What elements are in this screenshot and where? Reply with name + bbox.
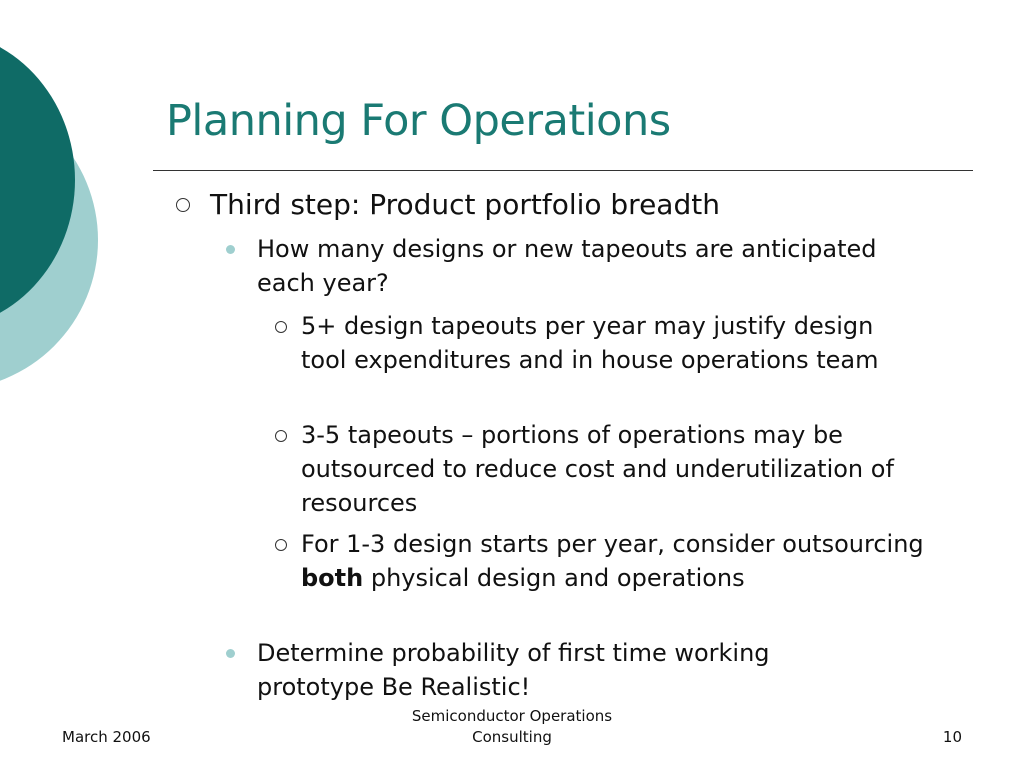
- footer-org-line: Semiconductor Operations: [411, 707, 613, 725]
- footer-date: March 2006: [62, 728, 151, 746]
- hollow-circle-bullet-icon: [275, 321, 287, 333]
- filled-dot-bullet-icon: [226, 649, 235, 658]
- bullet-text-part: physical design and operations: [363, 564, 745, 592]
- bullet-level3: [275, 309, 925, 377]
- footer-org-line: Consulting: [472, 728, 552, 746]
- hollow-circle-bullet-icon: [176, 198, 190, 212]
- bullet-text: 3-5 tapeouts – portions of operations may be outsourced to reduce cost and underutilization of resources: [301, 421, 894, 517]
- bullet-level2: [226, 636, 886, 704]
- slide-title: Planning For Operations: [166, 96, 671, 146]
- footer-page-number: 10: [942, 728, 962, 746]
- bullet-level3: [275, 418, 925, 520]
- bullet-text: Determine probability of first time working prototype Be Realistic!: [257, 639, 770, 701]
- filled-dot-bullet-icon: [226, 245, 235, 254]
- bullet-text: How many designs or new tapeouts are anticipated each year?: [257, 235, 877, 297]
- bullet-text: [301, 527, 925, 595]
- bullet-text: Third step: Product portfolio breadth: [210, 188, 720, 221]
- hollow-circle-bullet-icon: [275, 539, 287, 551]
- footer-organization: [380, 706, 644, 748]
- hollow-circle-bullet-icon: [275, 430, 287, 442]
- bullet-text: 5+ design tapeouts per year may justify design tool expenditures and in house operations team: [301, 312, 879, 374]
- bullet-level3: [275, 527, 925, 595]
- bullet-text-part: For 1-3 design starts per year, consider outsourcing: [301, 530, 924, 558]
- bullet-level1: [176, 188, 936, 222]
- bullet-level2: [226, 232, 886, 300]
- bullet-text-emphasis: both: [301, 564, 364, 592]
